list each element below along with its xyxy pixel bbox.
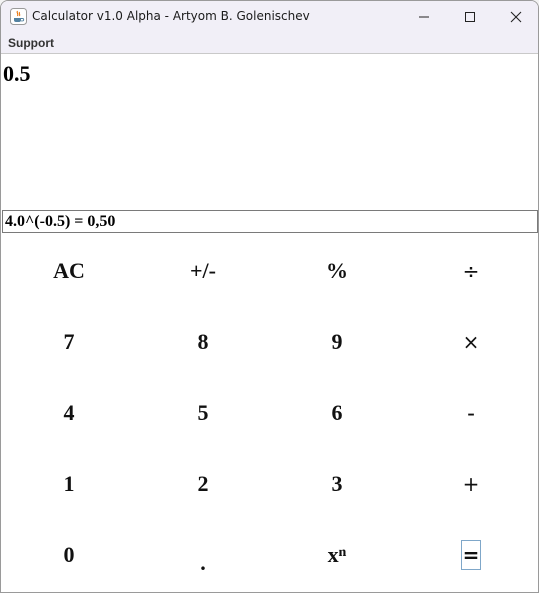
java-app-icon: [10, 8, 27, 25]
subtract-button[interactable]: [404, 377, 538, 448]
maximize-button[interactable]: [447, 1, 493, 32]
display-value: 0.5: [3, 61, 31, 86]
key-label: +: [462, 471, 480, 496]
digit-7-button[interactable]: [2, 306, 136, 377]
menu-support[interactable]: Support: [8, 36, 54, 50]
digit-0-button[interactable]: [2, 519, 136, 590]
multiply-button[interactable]: [404, 306, 538, 377]
minimize-icon: [418, 11, 430, 23]
key-label: 2: [197, 470, 209, 496]
key-label: 3: [331, 470, 343, 496]
digit-3-button[interactable]: [270, 448, 404, 519]
decimal-point-button[interactable]: [136, 519, 270, 590]
key-label: 5: [197, 399, 209, 425]
key-label: ÷: [462, 258, 480, 283]
result-display: [1, 55, 538, 209]
key-label: 7: [63, 328, 75, 354]
menu-bar: [1, 32, 538, 54]
digit-5-button[interactable]: [136, 377, 270, 448]
close-icon: [510, 11, 522, 23]
digit-2-button[interactable]: [136, 448, 270, 519]
history-expression: 4.0^(-0.5) = 0,50: [5, 213, 116, 230]
key-label: =: [461, 540, 482, 570]
key-label: 4: [63, 399, 75, 425]
key-label: +/-: [190, 257, 216, 283]
power-button[interactable]: [270, 519, 404, 590]
window-title: Calculator v1.0 Alpha - Artyom B. Golenischev: [32, 9, 310, 23]
key-label: .: [200, 549, 206, 575]
minimize-button[interactable]: [401, 1, 447, 32]
digit-8-button[interactable]: [136, 306, 270, 377]
key-label: ×: [462, 329, 480, 354]
add-button[interactable]: [404, 448, 538, 519]
key-label: -: [467, 399, 475, 425]
digit-1-button[interactable]: [2, 448, 136, 519]
key-label: %: [326, 257, 348, 283]
digit-4-button[interactable]: [2, 377, 136, 448]
key-label: xⁿ: [327, 541, 347, 567]
digit-6-button[interactable]: [270, 377, 404, 448]
all-clear-button[interactable]: [2, 235, 136, 306]
key-label: 0: [63, 541, 75, 567]
key-label: 8: [197, 328, 209, 354]
equals-button[interactable]: [404, 519, 538, 590]
keypad: [2, 235, 538, 591]
negate-button[interactable]: [136, 235, 270, 306]
digit-9-button[interactable]: [270, 306, 404, 377]
divide-button[interactable]: [404, 235, 538, 306]
maximize-icon: [464, 11, 476, 23]
key-label: AC: [53, 257, 85, 283]
history-field[interactable]: [2, 210, 538, 233]
key-label: 9: [331, 328, 343, 354]
title-bar[interactable]: [1, 1, 538, 32]
key-label: 6: [331, 399, 343, 425]
percent-button[interactable]: [270, 235, 404, 306]
close-button[interactable]: [493, 1, 539, 32]
key-label: 1: [63, 470, 75, 496]
